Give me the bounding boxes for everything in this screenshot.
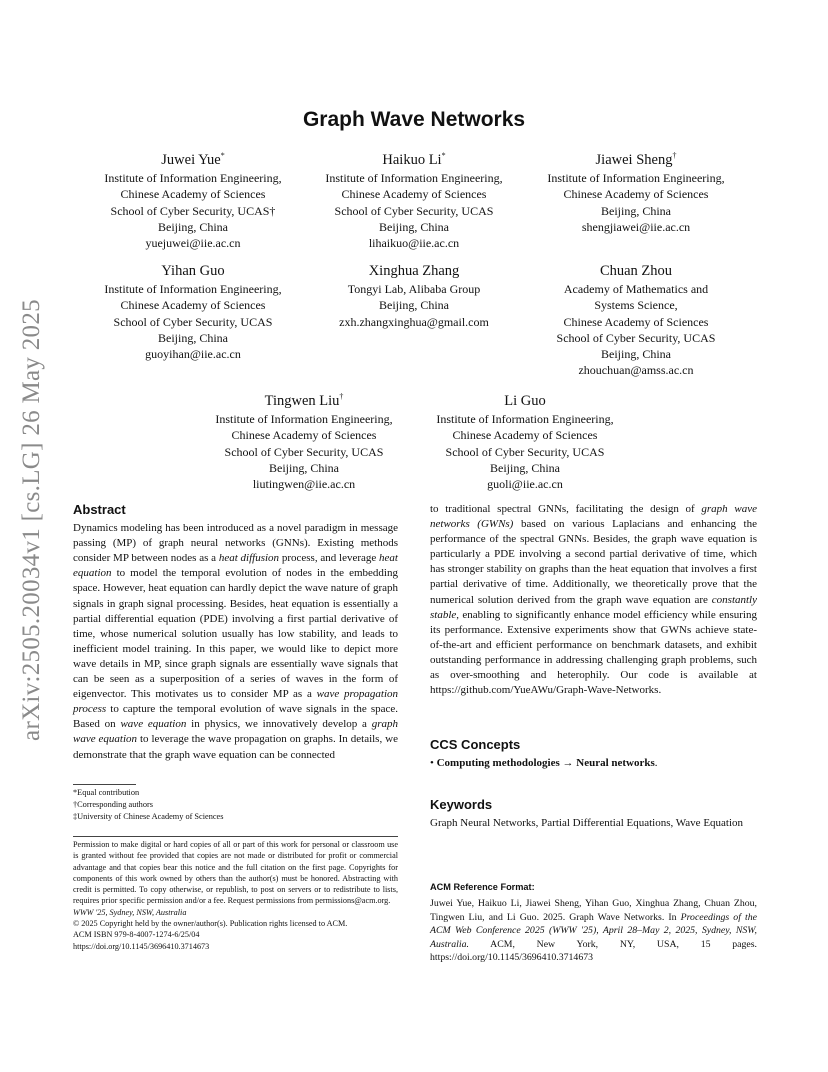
paper-title: Graph Wave Networks (302, 108, 526, 131)
affiliation-line: Chinese Academy of Sciences (452, 428, 598, 443)
affiliation-line: Beijing, China (269, 460, 339, 475)
arxiv-side-identifier (12, 280, 52, 760)
abstract-text: Dynamics modeling has been introduced as a novel paradigm in message passing (MP) of graph neural networks (GNNs). Existing methods consider MP between nodes as a heat diffusion process, and leverage heat equation to model the temporal evolution of nodes in the embedding space. However, heat equation can hardly depict the wave nature of graph signals in graph signal processing. Besides, heat equation is essentially a partial differential equation (PDE) involving a first partial derivative of time, whose numerical solution usually has low stability, and leads to inefficient model training. In this paper, we would like to depict more wave details in MP, since graph signals are essentially wave signals that can be seen as a superposition of a series of waves in the form of eigenvector. This motivates us to consider MP as a wave propagation process to capture the temporal evolution of wave signals in the space. Based on wave equation in physics, we innovatively develop a graph wave equation to leverage the wave propagation on graphs. In details, we demonstrate that the graph wave equation can be connected (73, 522, 398, 761)
bullet-icon: • (430, 757, 434, 770)
author-name: Yihan Guo (161, 263, 225, 279)
ccs-heading: CCS Concepts (430, 737, 521, 752)
affiliation-line: Tongyi Lab, Alibaba Group (347, 282, 481, 296)
author-email: liutingwen@iie.ac.cn (252, 477, 356, 492)
author-block (414, 391, 636, 492)
author-email: guoli@iie.ac.cn (487, 477, 563, 492)
permission-divider (73, 836, 398, 837)
author-block (525, 261, 747, 379)
author-email: lihaikuo@iie.ac.cn (368, 236, 460, 251)
affiliation-line: Systems Science, (594, 298, 678, 313)
acm-reference-section (430, 880, 757, 965)
author-name: Chuan Zhou (599, 263, 673, 279)
affiliation-line: Chinese Academy of Sciences (563, 187, 709, 202)
affiliation-line: Institute of Information Engineering, (547, 171, 725, 185)
affiliation-line: School of Cyber Security, UCAS (445, 444, 605, 459)
author-name: Juwei Yue (161, 152, 221, 168)
affiliation-line: School of Cyber Security, UCAS (556, 330, 716, 345)
affiliation-line: Beijing, China (490, 460, 560, 475)
author-mark: † (339, 392, 344, 402)
permission-text: Permission to make digital or hard copies of all or part of this work for personal or classroom use is granted without fee provided that copies are not made or distributed for profit or commercial advantage and that copies bear this notice and the full citation on the first page. Copyrights for components of this work owned by others than the author(s) must be honored. Abstracting with credit is permitted. To copy otherwise, or republish, to post on servers or to redistribute to lists, requires prior specific permission and/or a fee. Request permissions from permissions@acm.org. (73, 840, 398, 906)
author-block (303, 150, 525, 251)
affiliation-line: Institute of Information Engineering, (104, 171, 282, 185)
permission-block (73, 839, 398, 952)
footnote: †Corresponding authors (73, 800, 153, 809)
author-mark: † (672, 151, 677, 161)
affiliation-line: Beijing, China (379, 219, 449, 234)
keywords-heading: Keywords (430, 797, 493, 812)
author-block (82, 150, 304, 251)
affiliation-line: Beijing, China (158, 219, 228, 234)
affiliation-line: Chinese Academy of Sciences (341, 187, 487, 202)
acm-reference-text: Juwei Yue, Haikuo Li, Jiawei Sheng, Yihan Guo, Xinghua Zhang, Chuan Zhou, Tingwen Liu, and Li Guo. 2025. Graph Wave Networks. In Proceedings of the ACM Web Conference 2025 (WWW '25), April 28–May 2, 2025, Sydney, NSW, Australia. ACM, New York, NY, USA, 15 pages. https://doi.org/10.1145/3696410.3714673 (430, 898, 757, 964)
author-name: Jiawei Sheng (595, 152, 673, 168)
author-name: Li Guo (504, 393, 546, 409)
venue-line: WWW '25, Sydney, NSW, Australia (73, 907, 187, 917)
author-block (82, 261, 304, 362)
author-email: shengjiawei@iie.ac.cn (581, 219, 691, 234)
affiliation-line: Beijing, China (158, 330, 228, 345)
isbn-line: ACM ISBN 979-8-4007-1274-6/25/04 (73, 930, 200, 940)
affiliation-line: Institute of Information Engineering, (104, 282, 282, 296)
abstract-continuation: to traditional spectral GNNs, facilitating the design of graph wave networks (GWNs) based on various Laplacians and enhancing the performance of the spectral GNNs. Besides, the graph wave equation is particularly a PDE involving a second partial derivative of time, which has stronger stability on graphs than the heat equation that involves a first partial derivative of time. Additionally, we theoretically prove that the numerical solution derived from the graph wave equation are constantly stable, enabling to significantly enhance model efficiency while ensuring its performance. Extensive experiments show that GWNs achieve state-of-the-art and efficient performance on benchmark datasets, and exhibit outstanding performance in addressing challenging graph problems, such as over-smoothing and heterophily. Our code is available at https://github.com/YueAWu/Graph-Wave-Networks. (430, 503, 757, 697)
doi-line: https://doi.org/10.1145/3696410.3714673 (73, 941, 210, 951)
ccs-section (430, 737, 757, 771)
copyright-line: © 2025 Copyright held by the owner/author(s). Publication rights licensed to ACM. (73, 919, 348, 929)
author-block (525, 150, 747, 235)
author-name: Tingwen Liu (264, 393, 340, 409)
affiliation-line: Chinese Academy of Sciences (231, 428, 377, 443)
ccs-concept: Computing methodologies → Neural networks (436, 757, 655, 770)
author-mark: * (441, 151, 446, 161)
author-email: guoyihan@iie.ac.cn (145, 347, 241, 362)
affiliation-line: Chinese Academy of Sciences (120, 187, 266, 202)
affiliation-line: Academy of Mathematics and (563, 282, 709, 296)
author-mark: * (220, 151, 225, 161)
footnote: ‡University of Chinese Academy of Sciences (73, 812, 224, 821)
author-email: zhouchuan@amss.ac.cn (578, 363, 694, 378)
abstract-section (73, 502, 398, 763)
affiliation-line: School of Cyber Security, UCAS (224, 444, 384, 459)
author-name: Haikuo Li (382, 152, 442, 168)
author-block (193, 391, 415, 492)
affiliation-line: Beijing, China (601, 203, 671, 218)
affiliation-line: Beijing, China (601, 347, 671, 362)
keywords-text: Graph Neural Networks, Partial Differential Equations, Wave Equation (430, 817, 744, 830)
affiliation-line: Chinese Academy of Sciences (563, 314, 709, 329)
footnote-divider (73, 784, 136, 785)
footnote: *Equal contribution (73, 788, 140, 797)
arxiv-id-text: arXiv:2505.20034v1 [cs.LG] 26 May 2025 (18, 299, 45, 741)
affiliation-line: Institute of Information Engineering, (436, 412, 614, 426)
affiliation-line: School of Cyber Security, UCAS (334, 203, 494, 218)
affiliation-line: Beijing, China (379, 298, 449, 313)
author-name: Xinghua Zhang (368, 263, 460, 279)
affiliation-line: School of Cyber Security, UCAS (113, 314, 273, 329)
affiliation-line: School of Cyber Security, UCAS† (110, 203, 276, 218)
abstract-heading: Abstract (73, 502, 126, 517)
author-email: zxh.zhangxinghua@gmail.com (339, 314, 489, 329)
affiliation-line: Chinese Academy of Sciences (120, 298, 266, 313)
keywords-section (430, 797, 757, 831)
ccs-item: • Computing methodologies → Neural networks. (430, 757, 658, 770)
author-email: yuejuwei@iie.ac.cn (145, 236, 241, 251)
affiliation-line: Institute of Information Engineering, (325, 171, 503, 185)
affiliation-line: Institute of Information Engineering, (215, 412, 393, 426)
acm-reference-heading: ACM Reference Format: (430, 882, 535, 892)
author-block (303, 261, 525, 330)
